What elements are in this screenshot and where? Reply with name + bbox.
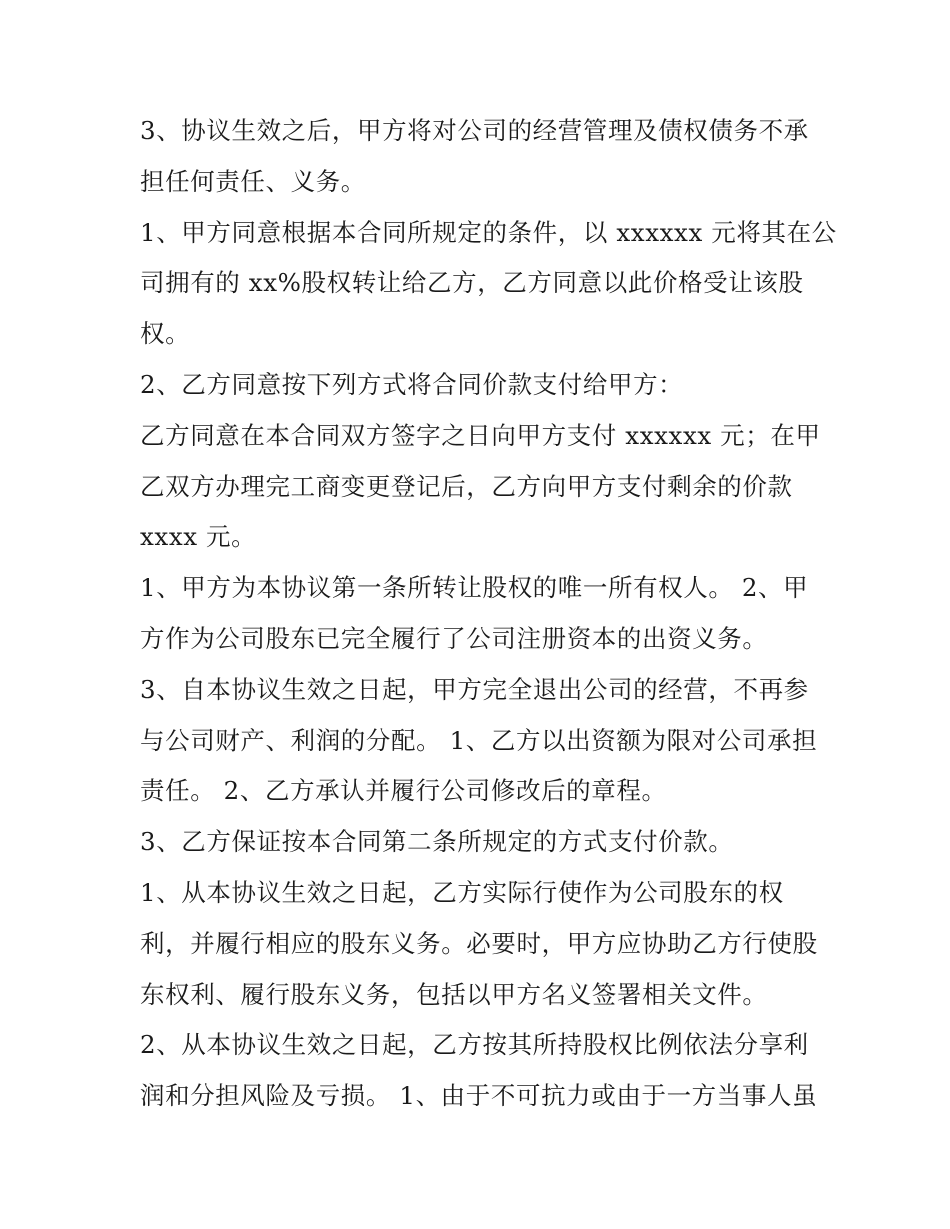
text-line: 3、乙方保证按本合同第二条所规定的方式支付价款。: [140, 827, 734, 857]
text-line: 权。: [140, 319, 191, 349]
text-line: 2、从本协议生效之日起，乙方按其所持股权比例依法分享利: [140, 1030, 809, 1060]
text-line: xxxx 元。: [140, 522, 257, 552]
text-line: 润和分担风险及亏损。 1、由于不可抗力或由于一方当事人虽: [140, 1081, 818, 1111]
text-line: 1、甲方同意根据本合同所规定的条件，以 xxxxxx 元将其在公: [140, 217, 837, 247]
text-line: 东权利、履行股东义务，包括以甲方名义签署相关文件。: [140, 979, 768, 1009]
text-line: 担任何责任、义务。: [140, 166, 366, 196]
text-line: 乙方同意在本合同双方签字之日向甲方支付 xxxxxx 元；在甲: [140, 420, 821, 450]
text-line: 责任。 2、乙方承认并履行公司修改后的章程。: [140, 776, 667, 806]
text-line: 1、甲方为本协议第一条所转让股权的唯一所有权人。 2、甲: [140, 573, 809, 603]
text-line: 1、从本协议生效之日起，乙方实际行使作为公司股东的权: [140, 877, 784, 907]
text-line: 司拥有的 xx%股权转让给乙方，乙方同意以此价格受让该股: [140, 268, 804, 298]
text-line: 3、自本协议生效之日起，甲方完全退出公司的经营，不再参: [140, 674, 809, 704]
text-line: 利，并履行相应的股东义务。必要时，甲方应协助乙方行使股: [140, 928, 818, 958]
text-line: 2、乙方同意按下列方式将合同价款支付给甲方：: [140, 369, 684, 399]
text-line: 3、协议生效之后，甲方将对公司的经营管理及债权债务不承: [140, 116, 809, 145]
text-line: 方作为公司股东已完全履行了公司注册资本的出资义务。: [140, 623, 768, 653]
document-page: [140, 111, 837, 1127]
text-line: 与公司财产、利润的分配。 1、乙方以出资额为限对公司承担: [140, 725, 818, 755]
text-line: 乙双方办理完工商变更登记后，乙方向甲方支付剩余的价款: [140, 471, 793, 501]
